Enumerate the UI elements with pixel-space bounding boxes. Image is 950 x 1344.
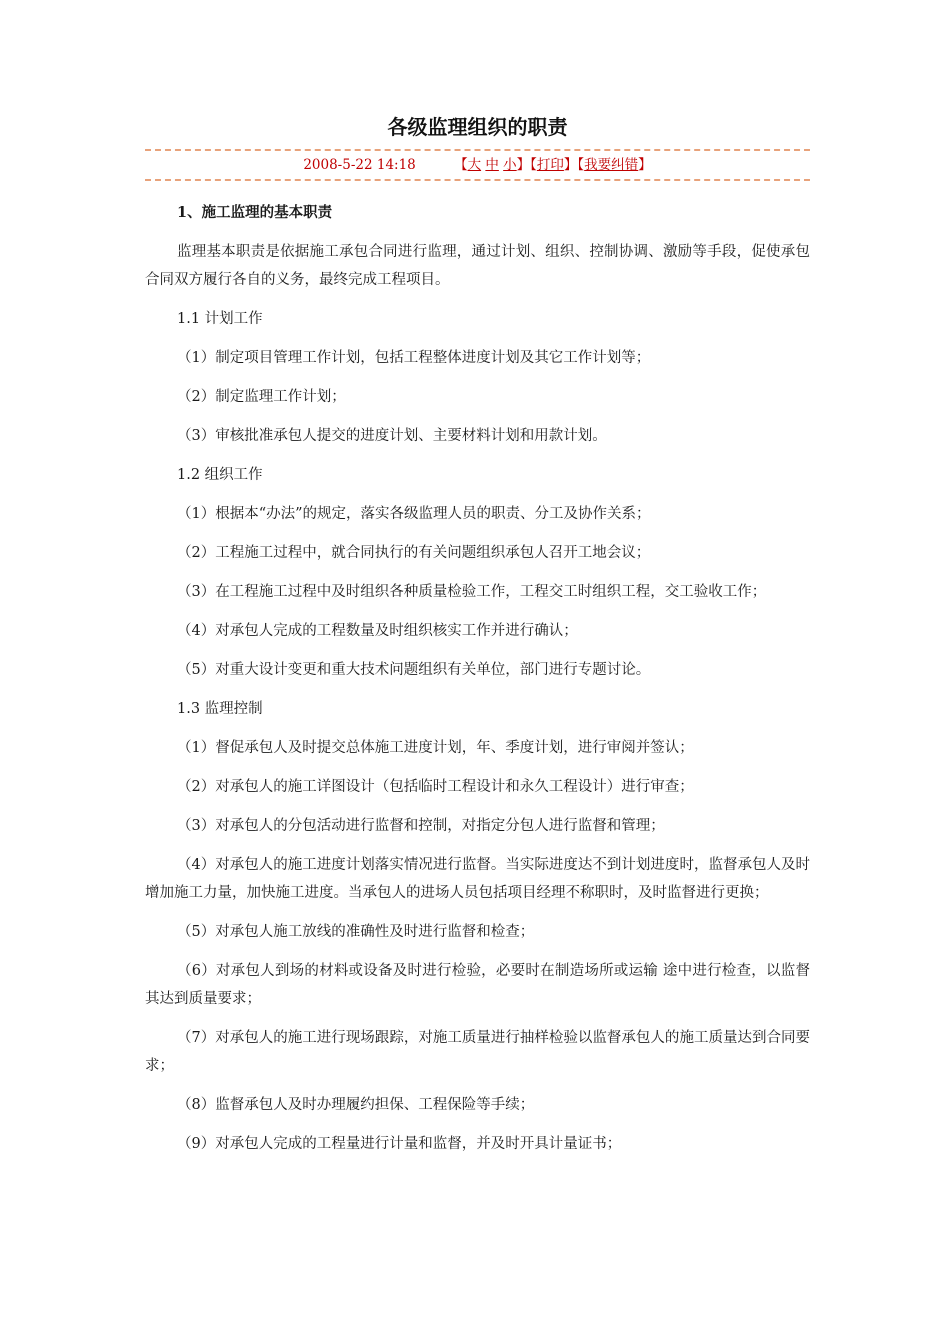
bracket-close: 】 (638, 157, 652, 173)
subsection-heading: 1.1 计划工作 (177, 311, 263, 327)
list-item: （2）工程施工过程中，就合同执行的有关问题组织承包人召开工地会议； (177, 545, 651, 561)
bracket-open: 【 (530, 157, 537, 173)
bracket-open: 【 (577, 157, 585, 173)
list-item: （1）督促承包人及时提交总体施工进度计划，年、季度计划，进行审阅并签认； (177, 740, 694, 756)
font-size-medium-link[interactable]: 中 (485, 157, 499, 173)
bracket-close: 】 (516, 157, 531, 173)
list-item: （9）对承包人完成的工程量进行计量和监督，并及时开具计量证书； (177, 1136, 622, 1152)
font-size-large-link[interactable]: 大 (467, 157, 482, 173)
dashed-divider-bottom (145, 179, 810, 181)
body-paragraph: 监理基本职责是依据施工承包合同进行监理，通过计划、组织、控制协调、激励等手段，促使承包合同双方履行各自的义务，最终完成工程项目。 (145, 244, 810, 288)
font-size-small-link[interactable]: 小 (503, 157, 517, 173)
list-item: （8）监督承包人及时办理履约担保、工程保险等手续； (177, 1097, 535, 1113)
dashed-divider-top (145, 149, 810, 151)
list-item: （4）对承包人的施工进度计划落实情况进行监督。当实际进度达不到计划进度时，监督承包人及时增加施工力量，加快施工进度。当承包人的进场人员包括项目经理不称职时，及时监督进行更换； (145, 857, 810, 901)
print-link[interactable]: 打印 (536, 157, 564, 173)
report-error-link[interactable]: 我要纠错 (584, 157, 639, 173)
subsection-heading: 1.3 监理控制 (177, 701, 263, 717)
list-item: （1）制定项目管理工作计划，包括工程整体进度计划及其它工作计划等； (177, 350, 651, 366)
list-item: （4）对承包人完成的工程数量及时组织核实工作并进行确认； (177, 623, 578, 639)
bracket-open: 【 (454, 157, 468, 173)
list-item: （5）对重大设计变更和重大技术问题组织有关单位，部门进行专题讨论。 (177, 662, 651, 678)
list-item: （3）在工程施工过程中及时组织各种质量检验工作，工程交工时组织工程，交工验收工作； (177, 584, 767, 600)
list-item: （6）对承包人到场的材料或设备及时进行检验，必要时在制造场所或运输 途中进行检查，以监督其达到质量要求； (145, 963, 810, 1007)
bracket-close: 】 (563, 157, 578, 173)
section-heading: 1、施工监理的基本职责 (177, 204, 333, 221)
article-title: 各级监理组织的职责 (387, 115, 568, 139)
article-meta (145, 154, 810, 176)
list-item: （3）对承包人的分包活动进行监督和控制，对指定分包人进行监督和管理； (177, 818, 665, 834)
list-item: （2）对承包人的施工详图设计（包括临时工程设计和永久工程设计）进行审查； (177, 779, 694, 795)
list-item: （5）对承包人施工放线的准确性及时进行监督和检查； (177, 924, 535, 940)
publish-date: 2008-5-22 14:18 (303, 157, 416, 173)
list-item: （1）根据本“办法”的规定，落实各级监理人员的职责、分工及协作关系； (177, 506, 651, 522)
list-item: （3）审核批准承包人提交的进度计划、主要材料计划和用款计划。 (177, 428, 607, 444)
article (145, 112, 810, 1169)
list-item: （2）制定监理工作计划； (177, 389, 346, 405)
list-item: （7）对承包人的施工进行现场跟踪，对施工质量进行抽样检验以监督承包人的施工质量达到合同要求； (145, 1030, 810, 1074)
article-body (145, 199, 810, 1158)
subsection-heading: 1.2 组织工作 (177, 467, 263, 483)
